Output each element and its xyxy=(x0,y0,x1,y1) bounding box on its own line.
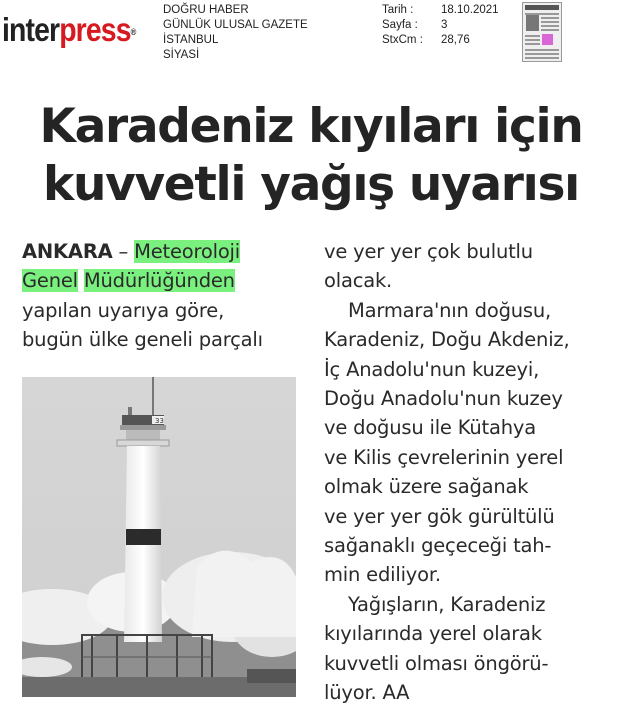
publication-type: GÜNLÜK ULUSAL GAZETE xyxy=(163,19,308,31)
dateline: ANKARA xyxy=(22,240,113,263)
date-label: Tarih : xyxy=(382,4,414,16)
article-line: ve doğusu ile Kütahya xyxy=(324,416,536,440)
clipping-location-marker xyxy=(542,34,553,45)
article-line: kuvvetli olması öngörü- xyxy=(324,651,549,675)
article-line: ve yer yer gök gürültülü xyxy=(324,504,555,528)
page-value: 3 xyxy=(441,19,448,31)
lighthouse-number: 33 xyxy=(155,417,164,425)
article-line: İç Anadolu'nun kuzeyi, xyxy=(324,357,540,381)
article-line: Marmara'nın doğusu, xyxy=(348,298,552,322)
article-line: Doğu Anadolu'nun kuzey xyxy=(324,387,563,411)
lighthouse-photo xyxy=(22,377,296,697)
article-line: Yağışların, Karadeniz xyxy=(348,592,546,616)
article-line: yapılan uyarıya göre, xyxy=(22,298,225,322)
article-column-right xyxy=(324,237,614,708)
page-label: Sayfa : xyxy=(382,19,418,31)
highlighted-term: Müdürlüğünden xyxy=(83,269,235,293)
publication-city: İSTANBUL xyxy=(163,34,219,46)
article-line: bugün ülke geneli parçalı xyxy=(22,328,263,352)
stxcm-label: StxCm : xyxy=(382,34,423,46)
article-line: sağanaklı geçeceği tah- xyxy=(324,534,552,558)
article-line: ve Kilis çevrelerinin yerel xyxy=(324,445,564,469)
headline-line-2: kuvvetli yağış uyarısı xyxy=(43,157,579,212)
clipping-values xyxy=(441,3,499,48)
article-line xyxy=(22,237,302,266)
article-line xyxy=(22,266,302,295)
date-value: 18.10.2021 xyxy=(441,4,499,16)
headline xyxy=(0,98,622,214)
article-line: ve yer yer çok bulutlu xyxy=(324,240,533,263)
clipping-labels xyxy=(382,3,423,48)
article-line: Karadeniz, Doğu Akdeniz, xyxy=(324,328,570,352)
stxcm-value: 28,76 xyxy=(441,34,470,46)
highlighted-term: Meteoroloji xyxy=(134,240,240,263)
article-line: min ediliyor. xyxy=(324,563,441,587)
headline-line-1: Karadeniz kıyıları için xyxy=(39,99,583,154)
interpress-logo: interpress® xyxy=(2,11,136,48)
publication-name: DOĞRU HABER xyxy=(163,4,249,16)
page-thumbnail[interactable] xyxy=(522,2,562,62)
article-line: lüyor. AA xyxy=(324,681,410,705)
article-line: olmak üzere sağanak xyxy=(324,475,529,499)
publication-category: SİYASİ xyxy=(163,49,200,61)
publication-info xyxy=(163,3,308,63)
article-line: olacak. xyxy=(324,269,393,293)
article-column-left xyxy=(22,237,302,355)
highlighted-term: Genel xyxy=(22,269,78,293)
article-line: kıyılarında yerel olarak xyxy=(324,622,542,646)
dateline-dash: – xyxy=(112,240,135,263)
